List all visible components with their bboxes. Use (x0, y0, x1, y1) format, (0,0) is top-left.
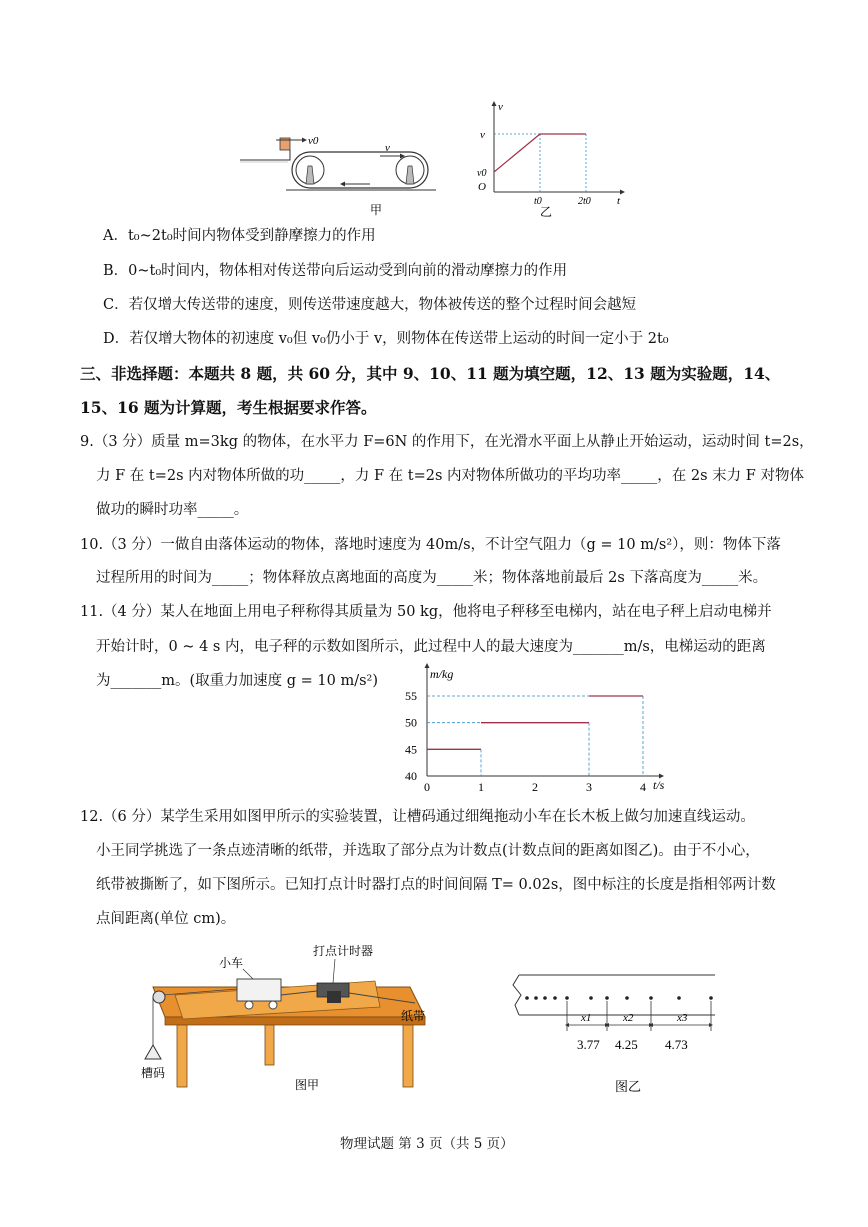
origin-label: O (478, 181, 486, 193)
weight-label: 槽码 (141, 1066, 166, 1080)
belt-v0-label: v0 (308, 135, 319, 147)
y-tick-label: 50 (405, 715, 417, 730)
jia-label: 甲 (370, 203, 383, 217)
section3-heading-line2: 15、16 题为计算题，考生根据要求作答。 (80, 398, 377, 417)
q12-line3: 纸带被撕断了，如下图所示。已知打点计时器打点的时间间隔 T= 0.02s，图中标注的长度是指相邻两计数 (96, 877, 776, 893)
q9-line2: 力 F 在 t=2s 内对物体所做的功_____，力 F 在 t=2s 内对物体所做功的平均功率_____，在 2s 末力 F 对物体 (96, 468, 804, 484)
distance-2: 4.25 (615, 1037, 638, 1052)
axis-t-label: t (617, 195, 621, 207)
apparatus-figure (125, 945, 435, 1100)
x-tick-label: 2 (532, 780, 538, 794)
v-t-graph (470, 100, 630, 218)
x1-label: x1 (581, 1012, 592, 1024)
q9-line1: 9.（3 分）质量 m=3kg 的物体，在水平力 F=6N 的作用下，在光滑水平面上从静止开始运动，运动时间 t=2s， (80, 434, 814, 450)
x-axis-label: t/s (653, 778, 665, 792)
option-b: B．0~t₀时间内，物体相对传送带向后运动受到向前的滑动摩擦力的作用 (103, 263, 568, 279)
yi-label: 乙 (540, 205, 553, 218)
timer-label: 打点计时器 (313, 945, 374, 958)
q11-line1: 11.（4 分）某人在地面上用电子秤称得其质量为 50 kg，他将电子秤移至电梯内，站在电子秤上启动电梯并 (80, 604, 772, 620)
x3-label: x3 (677, 1012, 688, 1024)
x-tick-label: 1 (478, 780, 484, 794)
tape-caption: 图乙 (615, 1079, 642, 1094)
q11-line3: 为_______m。(取重力加速度 g = 10 m/s²) (96, 673, 379, 689)
distance-1: 3.77 (577, 1037, 600, 1052)
tape-label: 纸带 (401, 1009, 426, 1023)
conveyor-belt-figure (240, 132, 440, 220)
q10-line1: 10.（3 分）一做自由落体运动的物体，落地时速度为 40m/s，不计空气阻力（g = 10 m/s²），则：物体下落 (80, 537, 781, 553)
tick-v-label: v (480, 129, 485, 141)
x-tick-label: 4 (640, 780, 646, 794)
q11-line2: 开始计时，0 ~ 4 s 内，电子秤的示数如图所示，此过程中人的最大速度为_______m/s，电梯运动的距离 (96, 639, 766, 655)
belt-v-label: v (385, 142, 390, 154)
q12-line2: 小王同学挑选了一条点迹清晰的纸带，并选取了部分点为计数点(计数点间的距离如图乙)。由于不小心， (96, 843, 760, 859)
apparatus-caption: 图甲 (295, 1078, 320, 1092)
y-tick-label: 45 (405, 742, 417, 757)
distance-3: 4.73 (665, 1037, 688, 1052)
x-tick-label: 0 (424, 780, 430, 794)
q12-line1: 12.（6 分）某学生采用如图甲所示的实验装置，让槽码通过细绳拖动小车在长木板上做匀加速直线运动。 (80, 809, 755, 825)
section3-heading-line1: 三、非选择题：本题共 8 题，共 60 分，其中 9、10、11 题为填空题，12、13 题为实验题，14、 (80, 364, 781, 383)
y-axis-arrow (425, 663, 430, 668)
mass-time-chart (395, 660, 685, 800)
x-tick-label: 3 (586, 780, 592, 794)
paper-tape-figure (505, 965, 725, 1095)
x2-label: x2 (623, 1012, 634, 1024)
option-c: C．若仅增大传送带的速度，则传送带速度越大，物体被传送的整个过程时间会越短 (103, 297, 637, 313)
page-footer: 物理试题 第 3 页（共 5 页） (340, 1136, 514, 1152)
tick-2t0-label: 2t0 (578, 196, 591, 207)
car-label: 小车 (219, 956, 244, 970)
tick-v0-label: v0 (477, 168, 487, 179)
q12-line4: 点间距离(单位 cm)。 (96, 911, 236, 927)
y-axis-label: m/kg (430, 667, 454, 681)
y-tick-label: 55 (405, 689, 417, 703)
tick-t0-label: t0 (534, 196, 542, 207)
q10-line2: 过程所用的时间为_____；物体释放点离地面的高度为_____米；物体落地前最后 2s 下落高度为_____米。 (96, 570, 768, 586)
q9-line3: 做功的瞬时功率_____。 (96, 502, 249, 518)
axis-v-label: v (498, 101, 503, 113)
option-d: D．若仅增大物体的初速度 v₀但 v₀仍小于 v，则物体在传送带上运动的时间一定小于 2t₀ (103, 331, 669, 347)
option-a: A．t₀~2t₀时间内物体受到静摩擦力的作用 (103, 228, 376, 244)
y-tick-label: 40 (405, 769, 417, 783)
